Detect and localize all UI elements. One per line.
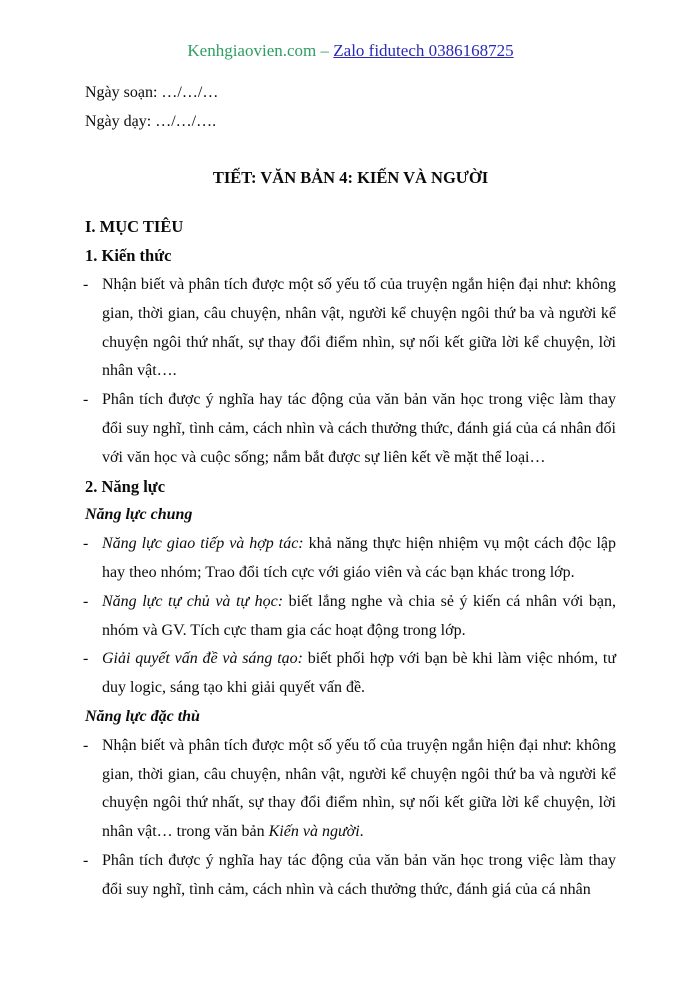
bullet-dash: - <box>83 851 89 869</box>
bullet-tail: . <box>359 823 364 841</box>
bullet-text: Phân tích được ý nghĩa hay tác động của văn bản văn học trong việc làm thay đổi suy nghĩ, tình cảm, cách nhìn và cách thưởng thức, đánh giá của cá nhân đối với văn học và cuộc sống; nắm bắt được sự liên kết về mặt thể loại… <box>102 391 616 466</box>
bullet-dash: - <box>83 391 89 409</box>
page-title: TIẾT: VĂN BẢN 4: KIẾN VÀ NGƯỜI <box>212 167 489 187</box>
bullet-dash: - <box>83 275 89 293</box>
bullet-lead: Năng lực giao tiếp và hợp tác: <box>102 535 304 553</box>
bullet-lead: Giải quyết vấn đề và sáng tạo: <box>102 650 303 668</box>
bullet-text <box>102 588 616 646</box>
general-capacity-bullet-2 <box>85 588 616 646</box>
zalo-contact-link[interactable]: Zalo fidutech 0386168725 <box>333 41 514 60</box>
bullet-text <box>102 645 616 703</box>
general-capacity-bullet-3 <box>85 645 616 703</box>
bullet-body: Phân tích được ý nghĩa hay tác động của văn bản văn học trong việc làm thay đổi suy nghĩ, tình cảm, cách nhìn và cách thưởng thức, đánh giá của cá nhân <box>102 851 616 898</box>
bullet-lead: Năng lực tự chủ và tự học: <box>102 592 284 610</box>
bullet-text: Nhận biết và phân tích được một số yếu tố của truyện ngắn hiện đại như: không gian, thời gian, câu chuyện, nhân vật, người kể chuyện ngôi thứ ba và người kể chuyện ngôi thứ nhất, sự thay đổi điểm nhìn, sự nối kết giữa lời kể chuyện, lời nhân vật…. <box>102 275 616 380</box>
bullet-text <box>102 530 616 588</box>
bullet-dash: - <box>83 535 89 553</box>
bullet-body: biết lắng nghe và chia sẻ ý kiến cá nhân với bạn, nhóm và GV. Tích cực tham gia các hoạt động trong lớp. <box>102 592 617 639</box>
knowledge-bullet-2 <box>85 386 616 472</box>
date-taught: Ngày dạy: …/…/…. <box>85 112 217 130</box>
heading-knowledge: 1. Kiến thức <box>85 246 172 266</box>
document-header <box>85 0 616 62</box>
bullet-body: Nhận biết và phân tích được một số yếu tố của truyện ngắn hiện đại như: không gian, thời gian, câu chuyện, nhân vật, người kể chuyện ngôi thứ ba và người kể chuyện ngôi thứ nhất, sự thay đổi điểm nhìn, sự nối kết giữa lời kể chuyện, lời nhân vật… trong văn bản <box>102 736 616 841</box>
bullet-body: biết phối hợp với bạn bè khi làm việc nhóm, tư duy logic, sáng tạo khi giải quyết vấn đề. <box>102 650 616 697</box>
bullet-dash: - <box>83 650 89 668</box>
bullet-dash: - <box>83 736 89 754</box>
date-composed: Ngày soạn: …/…/… <box>85 84 219 101</box>
bullet-text <box>102 847 616 905</box>
specific-capacity-bullet-2 <box>85 847 616 905</box>
date-block <box>85 79 616 137</box>
bullet-dash: - <box>83 592 89 610</box>
heading-capacity: 2. Năng lực <box>85 476 166 496</box>
knowledge-bullet-1 <box>85 271 616 386</box>
bullet-body: khả năng thực hiện nhiệm vụ một cách độc lập hay theo nhóm; Trao đổi tích cực với giáo viên và các bạn khác trong lớp. <box>102 535 616 581</box>
general-capacity-bullet-1 <box>85 530 616 588</box>
site-name: Kenhgiaovien.com <box>187 41 317 60</box>
heading-general-capacity: Năng lực chung <box>85 506 193 524</box>
heading-specific-capacity: Năng lực đặc thù <box>85 707 200 725</box>
work-title: Kiến và người <box>268 823 360 841</box>
header-separator: – <box>316 41 334 60</box>
heading-objectives: I. MỤC TIÊU <box>85 217 184 237</box>
specific-capacity-bullet-1 <box>85 732 616 847</box>
bullet-text <box>102 732 616 847</box>
